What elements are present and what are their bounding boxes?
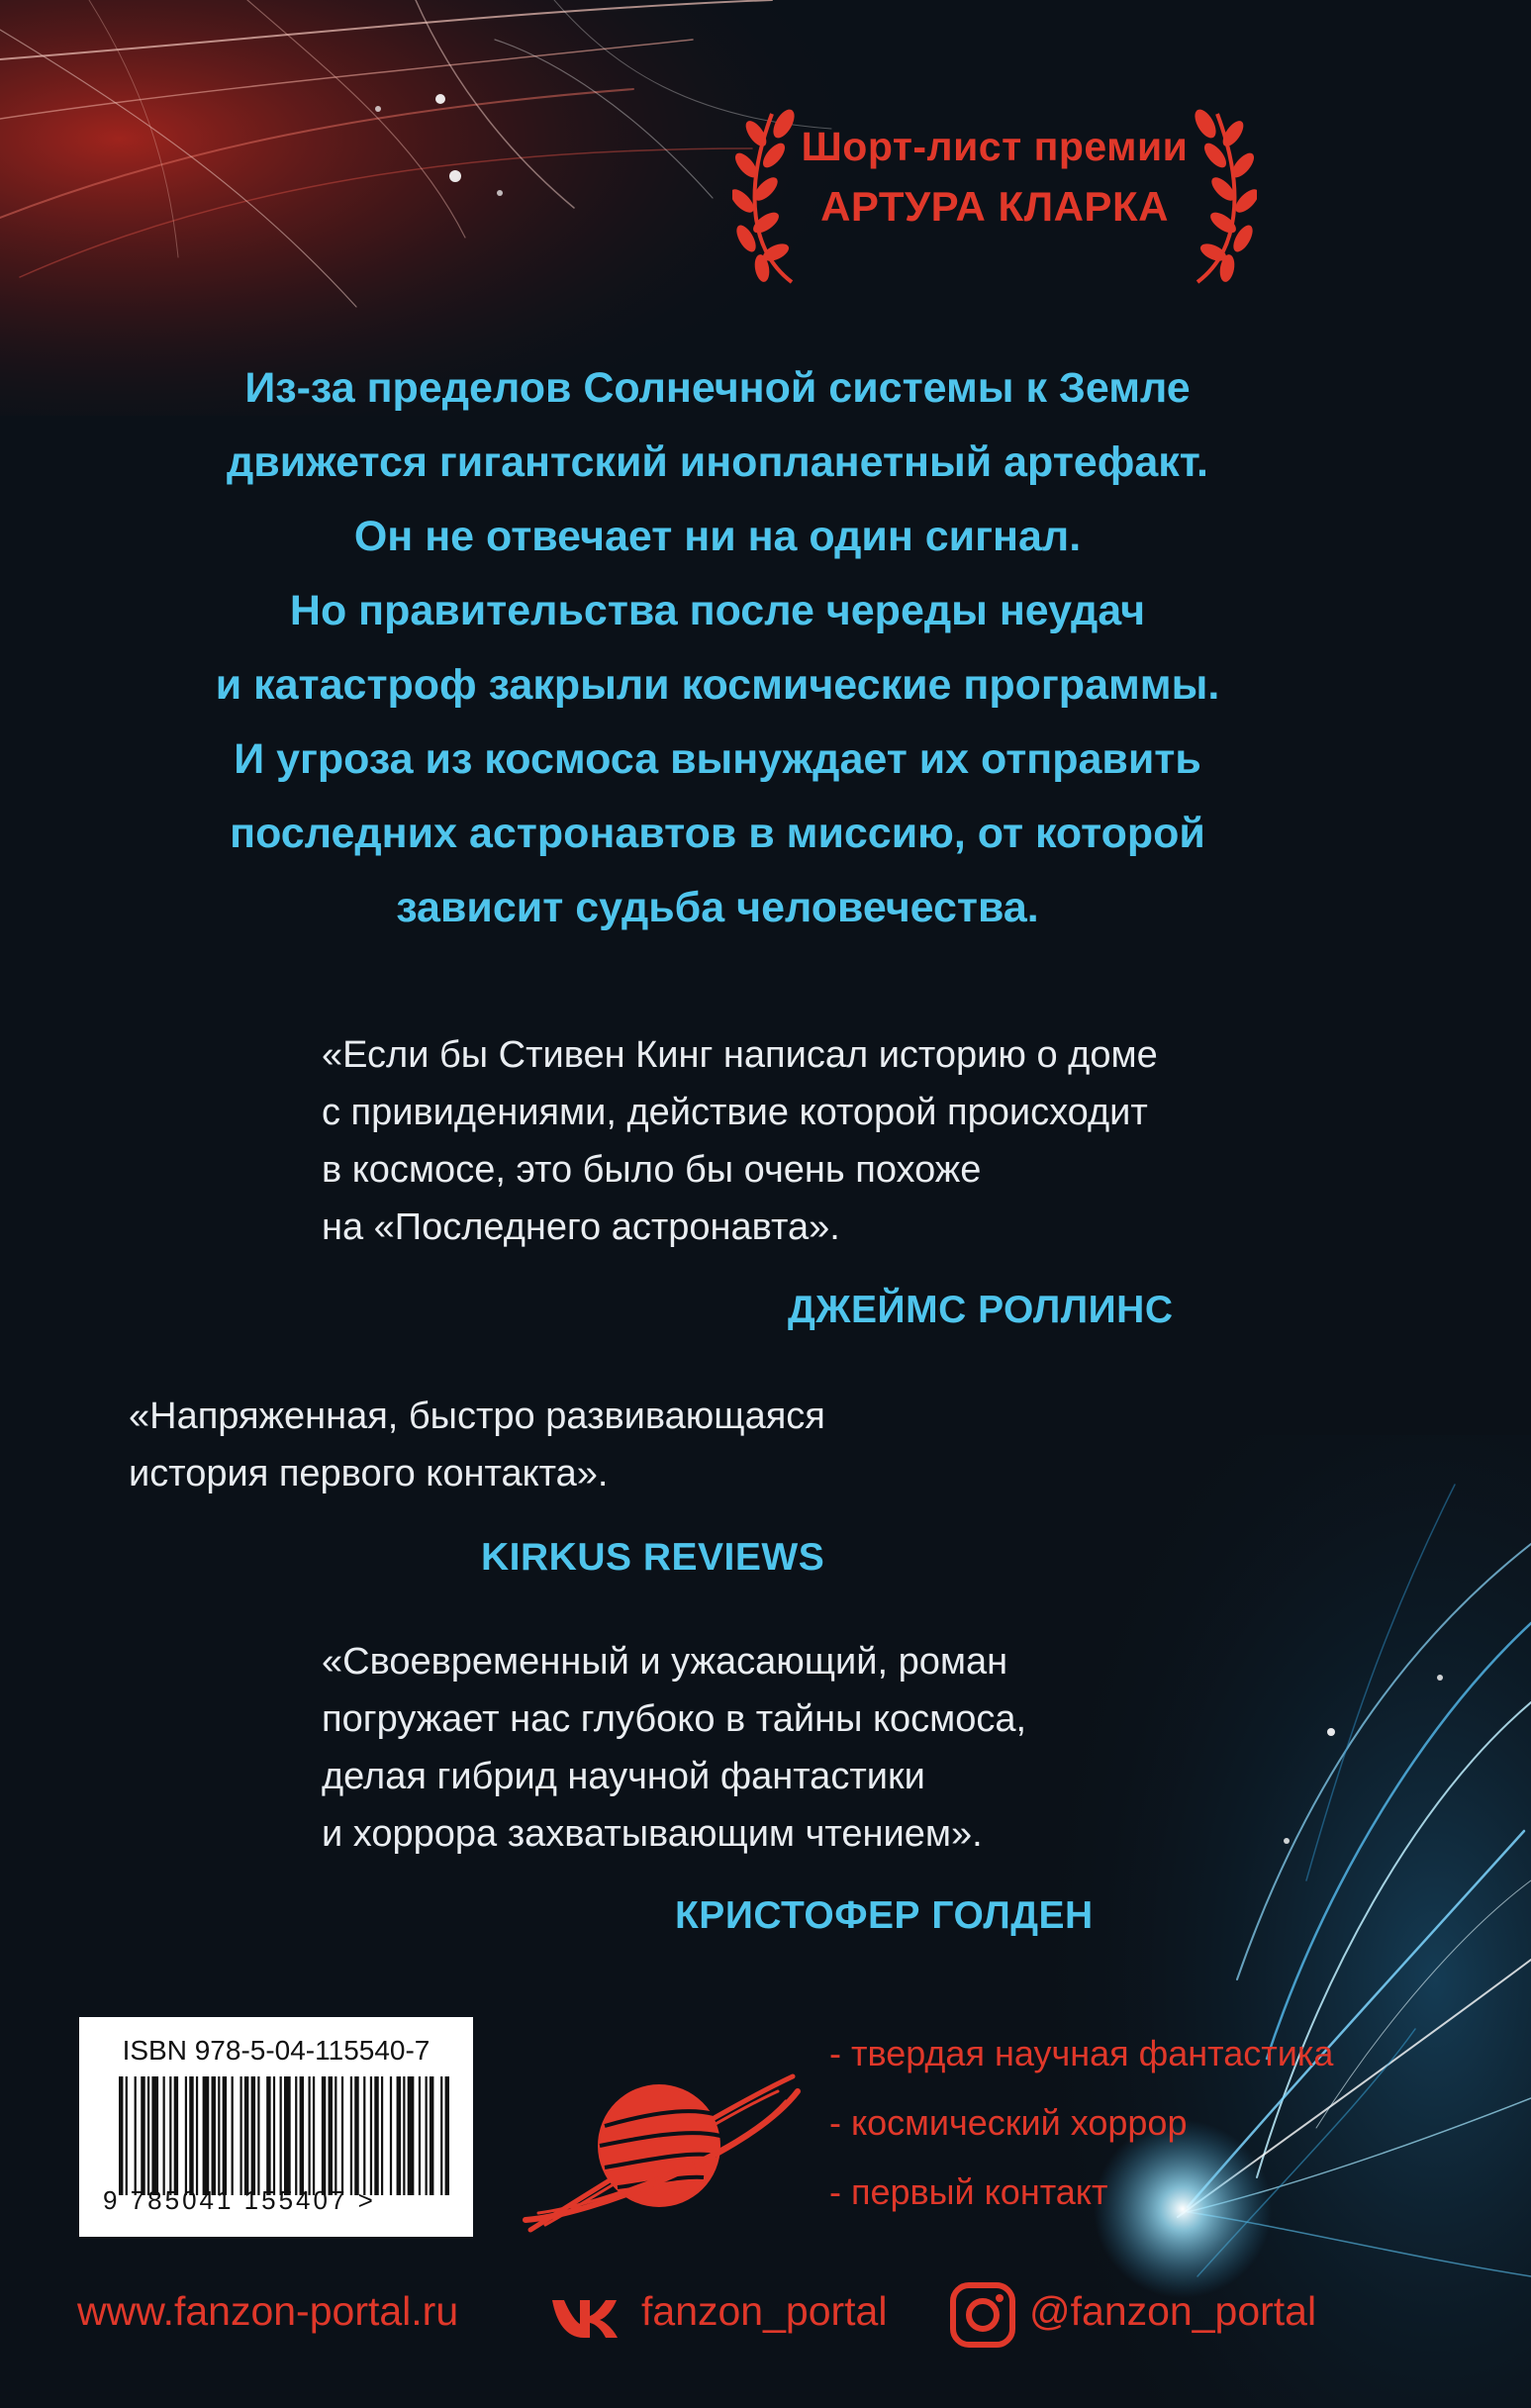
review-quote — [129, 1388, 825, 1502]
review-line: «Своевременный и ужасающий, роман — [322, 1641, 1008, 1683]
barcode-bar — [189, 2076, 193, 2195]
barcode-bar — [151, 2076, 158, 2195]
barcode-bar — [169, 2076, 171, 2195]
barcode-bar — [403, 2076, 405, 2195]
barcode-bar — [300, 2076, 304, 2195]
genre-item: - первый контакт — [829, 2171, 1108, 2212]
barcode-bar — [370, 2076, 372, 2195]
barcode-bar — [141, 2076, 144, 2195]
barcode-bar — [445, 2076, 449, 2195]
blurb-line: и катастроф закрыли космические программы. — [215, 661, 1220, 709]
review-line: «Напряженная, быстро развивающаяся — [129, 1396, 825, 1437]
review-line: история первого контакта». — [129, 1453, 609, 1494]
genre-item: - космический хоррор — [829, 2102, 1188, 2143]
review-quote — [322, 1026, 1158, 1256]
review-line: с привидениями, действие которой происходит — [322, 1092, 1148, 1133]
blurb-line: движется гигантский инопланетный артефакт. — [227, 438, 1208, 486]
review-author: KIRKUS REVIEWS — [481, 1536, 825, 1579]
barcode-bar — [335, 2076, 336, 2195]
barcode-bar — [440, 2076, 442, 2195]
barcode-bar — [374, 2076, 378, 2195]
publisher-footer — [77, 2276, 1463, 2356]
barcode-bar — [430, 2076, 433, 2195]
barcode-bar — [257, 2076, 259, 2195]
barcode-bar — [244, 2076, 248, 2195]
laurel-wreath-icon — [1178, 94, 1257, 287]
award-title-line: Шорт-лист премии — [801, 124, 1189, 169]
barcode-bar — [212, 2076, 216, 2195]
review-line: «Если бы Стивен Кинг написал историю о доме — [322, 1034, 1158, 1076]
barcode-bar — [381, 2076, 383, 2195]
barcode-bar — [329, 2076, 333, 2195]
barcode-bar — [239, 2076, 241, 2195]
blurb-line: Из-за пределов Солнечной системы к Земле — [244, 364, 1191, 412]
vk-handle[interactable]: fanzon_portal — [641, 2288, 888, 2334]
barcode-bar — [147, 2076, 149, 2195]
review-line: в космосе, это было бы очень похоже — [322, 1149, 982, 1191]
review-author: КРИСТОФЕР ГОЛДЕН — [675, 1894, 1094, 1937]
book-blurb — [99, 351, 1336, 945]
isbn-number: ISBN 978-5-04-115540-7 — [122, 2035, 431, 2066]
barcode-bar — [119, 2076, 123, 2195]
blurb-line: И угроза из космоса вынуждает их отправить — [234, 735, 1201, 783]
barcode-bar — [390, 2076, 392, 2195]
website-link[interactable]: www.fanzon-portal.ru — [77, 2288, 459, 2334]
blurb-line: Он не отвечает ни на один сигнал. — [353, 513, 1082, 560]
barcode-bar — [419, 2076, 421, 2195]
barcode-bar — [163, 2076, 165, 2195]
barcode-bar — [203, 2076, 210, 2195]
barcode-bar — [273, 2076, 275, 2195]
barcode-bar — [308, 2076, 310, 2195]
review-line: делая гибрид научной фантастики — [322, 1756, 925, 1797]
isbn-barcode — [79, 2017, 473, 2237]
barcode-bar — [126, 2076, 128, 2195]
review-author: ДЖЕЙМС РОЛЛИНС — [788, 1289, 1174, 1331]
saturn-planet-icon — [511, 2047, 808, 2245]
barcode-bar — [284, 2076, 291, 2195]
barcode-bar — [363, 2076, 365, 2195]
instagram-icon[interactable] — [948, 2280, 1017, 2350]
barcode-bar — [223, 2076, 227, 2195]
barcode-bar — [341, 2076, 343, 2195]
review-line: на «Последнего астронавта». — [322, 1206, 840, 1248]
barcode-bar — [322, 2076, 326, 2195]
blurb-line: зависит судьба человечества. — [396, 884, 1039, 931]
barcode-bar — [266, 2076, 270, 2195]
barcode-bar — [354, 2076, 358, 2195]
barcode-bar — [196, 2076, 198, 2195]
review-line: и хоррора захватывающим чтением». — [322, 1813, 983, 1855]
instagram-handle[interactable]: @fanzon_portal — [1029, 2288, 1317, 2334]
genre-item: - твердая научная фантастика — [829, 2033, 1334, 2073]
award-name-line: АРТУРА КЛАРКА — [820, 183, 1169, 230]
barcode-bar — [426, 2076, 428, 2195]
barcode-bar — [350, 2076, 352, 2195]
barcode-bar — [280, 2076, 282, 2195]
barcode-bar — [251, 2076, 255, 2195]
genre-list — [829, 2019, 1333, 2227]
barcode-bar — [174, 2076, 178, 2195]
barcode-bar — [232, 2076, 234, 2195]
barcode-bar — [295, 2076, 297, 2195]
barcode-digits: 9 785041 155407 > — [103, 2185, 376, 2215]
review-quote — [322, 1633, 1026, 1863]
barcode-bar — [408, 2076, 415, 2195]
barcode-bar — [313, 2076, 315, 2195]
barcode-bar — [185, 2076, 187, 2195]
barcode-bar — [397, 2076, 401, 2195]
blurb-line: Но правительства после череды неудач — [289, 587, 1146, 634]
review-line: погружает нас глубоко в тайны космоса, — [322, 1698, 1027, 1740]
barcode-bar — [135, 2076, 137, 2195]
vk-icon[interactable] — [550, 2294, 620, 2342]
barcode-bars — [119, 2076, 449, 2195]
award-badge — [732, 94, 1257, 287]
blurb-line: последних астронавтов в миссию, от которой — [230, 810, 1205, 857]
barcode-bar — [218, 2076, 220, 2195]
